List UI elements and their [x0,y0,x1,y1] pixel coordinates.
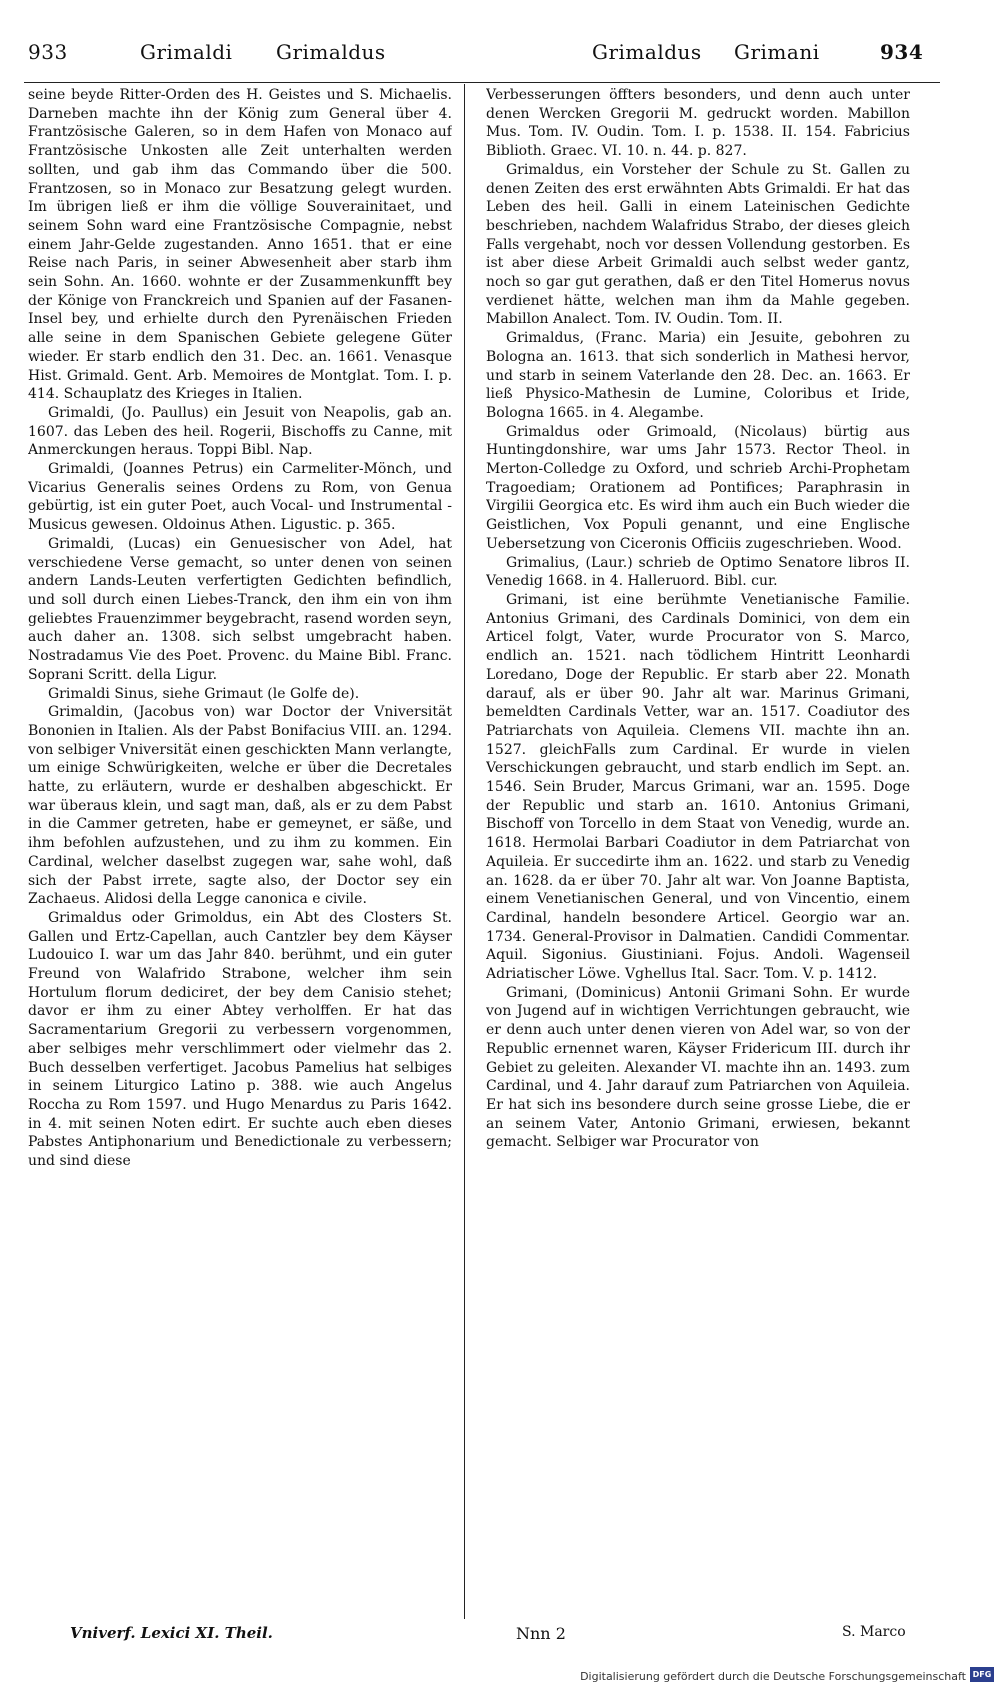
header-rule [24,82,940,83]
digitization-notice: Digitalisierung gefördert durch die Deutsche Forschungsgemeinschaft [580,1670,966,1683]
page-number-left: 933 [28,40,68,64]
entry-paragraph: Grimani, (Dominicus) Antonii Grimani Sohn. Er wurde von Jugend auf in wichtigen Verrichtungen gebraucht, wie er denn auch unter denen vieren von Adel war, so von der Republic ernennet waren, Käyser Fridericum III. durch ihr Gebiet zu geleiten. Alexander VI. machte ihn an. 1493. zum Cardinal, und 4. Jahr darauf zum Patriarchen von Aquileia. Er hat sich ins besondere durch seine grosse Liebe, die er an seinem Vater, Antonio Grimani, erwiesen, bekannt gemacht. Selbiger war Procurator von [486,984,910,1151]
entry-paragraph: Grimaldus, (Franc. Maria) ein Jesuite, gebohren zu Bologna an. 1613. that sich sonderlich in Mathesi hervor, und starb in seinem Vaterlande den 28. Dec. an. 1663. Er ließ Physico-Mathesin de Lumine, Coloribus et Iride, Bologna 1665. in 4. Alegambe. [486,330,910,421]
entry-paragraph: Verbesserungen öffters besonders, und denn auch unter denen Wercken Gregorii M. gedruckt worden. Mabillon Mus. Tom. IV. Oudin. Tom. I. p. 1538. II. 154. Fabricius Biblioth. Graec. VI. 10. n. 44. p. 827. [486,87,910,160]
column-divider [464,84,465,1619]
entry-paragraph: Grimaldi, (Joannes Petrus) ein Carmeliter-Mönch, und Vicarius Generalis seines Ordens zu Rom, von Genua gebürtig, ist ein guter Poet, auch Vocal- und Instrumental - Musicus gewesen. Oldoinus Athen. Ligustic. p. 365. [28,461,452,534]
page-header [14,40,928,74]
entry-paragraph: Grimaldi Sinus, siehe Grimaut (le Golfe de). [48,685,360,702]
catchword: S. Marco [842,1624,906,1640]
entry-paragraph: Grimani, ist eine berühmte Venetianische Familie. Antonius Grimani, des Cardinals Dominici, von dem ein Articel folgt, Vater, wurde Procurator von S. Marco, endlich an. 1521. nach tödlichem Hintritt Leonhardi Loredano, Doge der Republic. Er starb aber 22. Monath darauf, als er über 90. Jahr alt war. Marinus Grimani, bemeldten Cardinals Vetter, war an. 1517. Coadiutor des Patriarchats von Aquileia. Clemens VII. machte ihn an. 1527. gleichFalls zum Cardinal. Er wurde in vielen Verschickungen gebraucht, und starb endlich im Sept. an. 1546. Sein Bruder, Marcus Grimani, war an. 1595. Doge der Republic und starb an. 1610. Antonius Grimani, Bischoff von Torcello in dem Staat von Venedig, wurde an. 1618. Hermolai Barbari Coadiutor in dem Patriarchat von Aquileia. Er succedirte ihm an. 1622. und starb zu Venedig an. 1628. da er über 70. Jahr alt war. Von Joanne Baptista, einem Venetianischen General, und von Vincentio, einem Cardinal, handeln besondere Articel. Georgio war an. 1734. General-Provisor in Dalmatien. Candidi Commentar. Aquil. Sigonius. Giustiniani. Fojus. Andoli. Wagenseil Adriatischer Löwe. Vghellus Ital. Sacr. Tom. V. p. 1412. [486,591,910,983]
entry-paragraph: Grimaldus, ein Vorsteher der Schule zu St. Gallen zu denen Zeiten des erst erwähnten Abts Grimaldi. Er hat das Leben des heil. Galli in einem Lateinischen Gedichte beschrieben, nachdem Walafridus Strabo, der dieses gleich Falls vergehabt, noch vor dessen Vollendung gestorben. Es ist aber diese Arbeit Grimaldi auch selbst weder gantz, noch so gar gut gerathen, daß er den Titel Homerus novus verdienet hätte, welchen man ihm da Mahle gegeben. Mabillon Analect. Tom. IV. Oudin. Tom. II. [486,161,910,328]
entry-paragraph: Grimalius, (Laur.) schrieb de Optimo Senatore libros II. Venedig 1668. in 4. Halleruord. Bibl. cur. [486,554,910,590]
right-column [486,86,910,1620]
running-head-left-1: Grimaldi [140,40,233,64]
entry-paragraph: Grimaldus oder Grimoald, (Nicolaus) bürtig aus Huntingdonshire, war ums Jahr 1573. Rector Theol. in Merton-Colledge zu Oxford, und schrieb Archi-Prophetam Tragoediam; Orationem ad Pontifices; Paraphrasin in Virgilii Georgica etc. Es wird ihm auch ein Buch wieder die Geistlichen, Vox Populi genannt, und eine Englische Uebersetzung von Ciceronis Officiis zugeschrieben. Wood. [486,423,910,552]
entry-paragraph: Grimaldus oder Grimoldus, ein Abt des Closters St. Gallen und Ertz-Capellan, auch Cantzler bey dem Käyser Ludouico I. war um das Jahr 840. berühmt, und ein guter Freund von Walafrido Strabone, welcher ihm sein Hortulum florum dediciret, der bey dem Canisio stehet; davor er ihm zu einer Abtey verholffen. Er hat das Sacramentarium Gregorii zu verbessern vorgenommen, aber selbiges mehr verschlimmert oder vielmehr das 2. Buch desselben verfertiget. Jacobus Pamelius hat selbiges in seinem Liturgico Latino p. 388. wie auch Angelus Roccha zu Rom 1597. und Hugo Menardus zu Paris 1642. in 4. mit seinen Noten edirt. Er suchte auch eben dieses Pabstes Antiphonarium und Benedictionale zu verbessern; und sind diese [28,909,452,1170]
running-head-right-2: Grimani [734,40,820,64]
entry-paragraph: Grimaldi, (Jo. Paullus) ein Jesuit von Neapolis, gab an. 1607. das Leben des heil. Rogerii, Bischoffs zu Canne, mit Anmerckungen heraus. Toppi Bibl. Nap. [28,404,452,459]
running-head-left-2: Grimaldus [276,40,386,64]
signature-mark: Nnn 2 [516,1624,566,1643]
entry-paragraph: seine beyde Ritter-Orden des H. Geistes und S. Michaelis. Darneben machte ihn der König zum General über 4. Frantzösische Galeren, so in dem Hafen von Monaco auf Frantzösische Unkosten alle Zeit unterhalten werden sollten, und gab ihm das Commando über die 500. Frantzosen, so in Monaco zur Besatzung gelegt wurden. Im übrigen ließ er ihm die völlige Souverainitaet, und seinem Sohn ward eine Frantzösische Compagnie, nebst einem Jahr-Gelde zugestanden. Anno 1651. that er eine Reise nach Paris, in seiner Abwesenheit aber starb ihm sein Sohn. An. 1660. wohnte er der Zusammenkunfft bey der Könige von Franckreich und Spanien auf der Fasanen-Insel bey, und erhielte durch den Pyrenäischen Frieden alle seine in dem Spanischen Gebiete gelegene Güter wieder. Er starb endlich den 31. Dec. an. 1661. Venasque Hist. Grimald. Gent. Arb. Memoires de Montglat. Tom. I. p. 414. Schauplatz des Krieges in Italien. [28,87,452,403]
running-head-right-1: Grimaldus [592,40,702,64]
dfg-logo: DFG [970,1667,994,1682]
entry-paragraph: Grimaldin, (Jacobus von) war Doctor der Vniversität Bononien in Italien. Als der Pabst Bonifacius VIII. an. 1294. von selbiger Vniversität einen geschickten Mann verlangte, um einige Schwürigkeiten, welche er über die Decretales hatte, zu erläutern, wurde er deshalben abgeschickt. Er war überaus klein, und sagt man, daß, als er zu dem Pabst in die Cammer getreten, habe er gemeynet, er säße, und ihm befohlen aufzustehen, und zu ihm zu kommen. Ein Cardinal, welcher daselbst zugegen war, sahe wohl, daß sich der Pabst irrete, sagte also, der Doctor sey ein Zachaeus. Alidosi della Legge canonica e civile. [28,704,452,908]
left-column [28,86,452,1620]
page-number-right: 934 [880,40,924,64]
footer-volume-label: Vniverf. Lexici XI. Theil. [70,1624,273,1642]
entry-paragraph: Grimaldi, (Lucas) ein Genuesischer von Adel, hat verschiedene Verse gemacht, so unter denen von seinen andern Lands-Leuten verfertigten Gedichten befindlich, und soll durch einen Liebes-Tranck, den ihm ein von ihm geliebtes Frauenzimmer beygebracht, rasend worden seyn, auch daher an. 1308. sich selbst umgebracht haben. Nostradamus Vie des Poet. Provenc. du Maine Bibl. Franc. Soprani Scritt. della Ligur. [28,535,452,683]
